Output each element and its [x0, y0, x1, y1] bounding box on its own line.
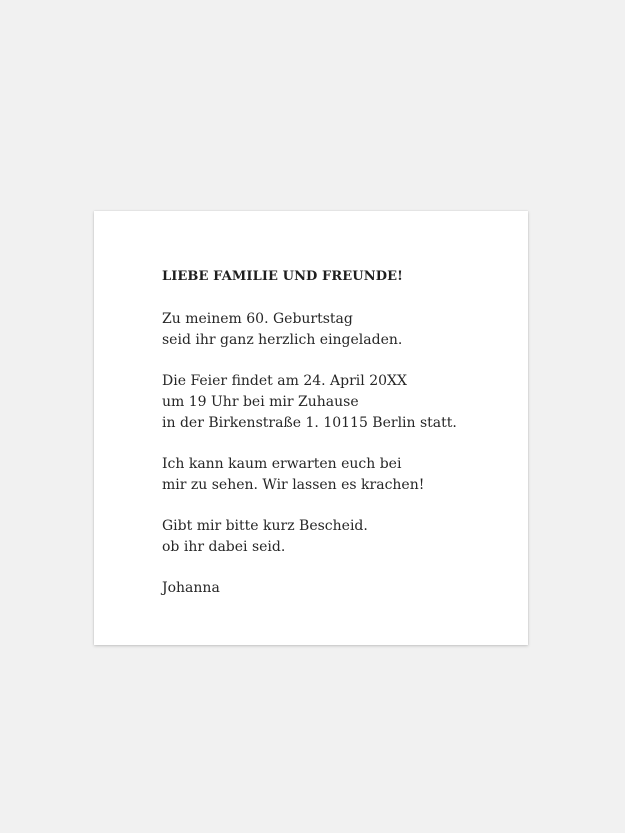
- paragraph-details: [162, 371, 498, 434]
- paragraph-rsvp: [162, 516, 498, 558]
- text-line: Die Feier findet am 24. April 20XX: [162, 373, 407, 389]
- text-line: mir zu sehen. Wir lassen es krachen!: [162, 477, 425, 493]
- paragraph-greeting: [162, 309, 498, 351]
- text-line: in der Birkenstraße 1. 10115 Berlin statt.: [162, 415, 457, 431]
- text-line: Zu meinem 60. Geburtstag: [162, 311, 353, 327]
- text-line: um 19 Uhr bei mir Zuhause: [162, 394, 359, 410]
- text-line: ob ihr dabei seid.: [162, 539, 286, 555]
- invitation-heading: LIEBE FAMILIE UND FREUNDE!: [162, 269, 403, 284]
- invitation-text: [162, 268, 498, 599]
- paragraph-excitement: [162, 454, 498, 496]
- invitation-card: [94, 211, 528, 645]
- text-line: seid ihr ganz herzlich eingeladen.: [162, 332, 403, 348]
- text-line: Gibt mir bitte kurz Bescheid.: [162, 518, 368, 534]
- signature: Johanna: [162, 580, 220, 596]
- text-line: Ich kann kaum erwarten euch bei: [162, 456, 402, 472]
